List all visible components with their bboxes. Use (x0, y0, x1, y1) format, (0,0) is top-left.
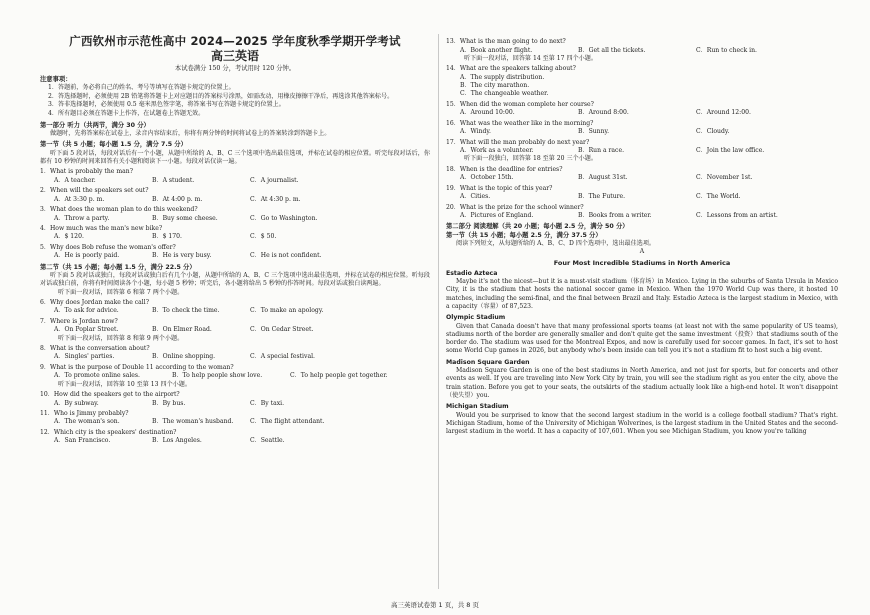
option-b[interactable]: B．Sunny. (578, 128, 610, 136)
option-b[interactable]: B．A student. (152, 176, 195, 184)
question-options (446, 109, 838, 117)
passage-letter: A (639, 248, 645, 256)
question-stem: 13．What is the man going to do next? (446, 38, 566, 46)
question-8 (40, 345, 430, 362)
question-options (446, 174, 838, 182)
note-item: 1．答题前，务必将自己的姓名、考号等填写在答题卡规定的位置上。 (48, 84, 235, 92)
part2-section1-heading: 第一节（共 15 小题；每小题 2.5 分，满分 37.5 分） (446, 231, 602, 239)
part1-intro: 做题时，先将答案标在试卷上，录音内容结束后，你将有两分钟的时间将试卷上的答案转涂到答题卡上。 (50, 129, 331, 137)
option-a[interactable]: A．Windy. (460, 128, 491, 136)
column-divider (438, 34, 439, 589)
question-stem: 11．Who is Jimmy probably? (40, 410, 129, 418)
exam-title: 广西钦州市示范性高中 2024—2025 学年度秋季学期开学考试 (69, 34, 401, 48)
exam-subtitle: 高三英语 (210, 49, 259, 63)
question-stem: 19．What is the topic of this year? (446, 184, 553, 192)
question-stem: 16．What was the weather like in the morning? (446, 119, 594, 127)
question-options (446, 212, 838, 220)
page-footer: 高三英语试卷第 1 页，共 8 页 (390, 601, 480, 609)
option-c[interactable]: C．At 4:30 p. m. (250, 195, 301, 203)
question-20 (446, 204, 838, 221)
option-c[interactable]: C．The World. (696, 193, 741, 201)
notes-heading: 注意事项： (40, 76, 72, 83)
stadium-heading: Olympic Stadium (446, 314, 506, 322)
question-3 (40, 206, 430, 223)
passage-title: Four Most Incredible Stadiums in North America (553, 258, 731, 267)
option-c[interactable]: C．Cloudy. (696, 128, 730, 136)
left-column (40, 0, 430, 593)
option-b[interactable]: B．Books from a writer. (578, 212, 652, 220)
question-4 (40, 225, 430, 242)
question-stem: 5．Why does Bob refuse the woman's offer? (40, 244, 176, 252)
listening-instruction: 听下面一段独白，回答第 18 至第 20 三个小题。 (464, 155, 597, 163)
option-c[interactable]: C．The changeable weather. (460, 90, 549, 98)
question-options (40, 326, 430, 334)
option-a[interactable]: A．Throw a party. (54, 214, 110, 222)
question-stem: 3．What does the woman plan to do this weekend? (40, 206, 198, 214)
question-stem: 7．Where is Jordan now? (40, 317, 118, 325)
question-options (40, 233, 430, 241)
question-options (446, 74, 838, 99)
option-a[interactable]: A．Work as a volunteer. (460, 147, 534, 155)
question-options (446, 47, 838, 55)
question-9 (40, 364, 430, 381)
part2-heading: 第二部分 阅读理解（共 20 小题；每小题 2.5 分，满分 50 分） (446, 223, 629, 231)
question-options (40, 400, 430, 408)
option-b[interactable]: B．To check the time. (152, 307, 220, 315)
question-options (40, 196, 430, 204)
question-1 (40, 168, 430, 185)
note-item: 2．答选择题时，必须使用 2B 铅笔将答题卡上对应题目的答案标号涂黑，如需改动，用橡皮擦擦干净后，再选涂其他答案标号。 (48, 92, 394, 100)
right-column (446, 0, 838, 593)
question-group-2 (40, 289, 430, 446)
option-c[interactable]: C．Seattle. (250, 437, 285, 445)
question-15 (446, 101, 838, 118)
listening-instruction: 听下面一段对话，回答第 10 至第 13 四个小题。 (58, 380, 191, 388)
option-b[interactable]: B．On Elmer Road. (152, 326, 212, 334)
option-c[interactable]: C．November 1st. (696, 174, 753, 182)
option-a[interactable]: A．A teacher. (54, 176, 96, 184)
question-12 (40, 429, 430, 446)
option-c[interactable]: C．Join the law office. (696, 147, 765, 155)
stadium-paragraph: Would you be surprised to know that the second largest stadium in the world is a college football stadium? That's right. Michigan Stadium, home of the University of Michigan Wolverines, is the largest stadium in the United States and the second-largest stadium in the world. It has a capacity of 107,601. When you see Michigan Stadium, you know you're talking (446, 411, 838, 436)
question-13 (446, 38, 838, 55)
option-c[interactable]: C．Go to Washington. (250, 214, 318, 222)
question-stem: 9．What is the purpose of Double 11 according to the woman? (40, 364, 234, 372)
notes-list (40, 84, 430, 118)
question-stem: 2．When will the speakers set out? (40, 187, 149, 195)
option-c[interactable]: C．A journalist. (250, 176, 299, 184)
option-b[interactable]: B．The city marathon. (460, 82, 530, 90)
option-a[interactable]: A．Singles' parties. (54, 353, 115, 361)
option-c[interactable]: C．To help people get together. (290, 372, 388, 380)
question-16 (446, 120, 838, 137)
option-c[interactable]: C．He is not confident. (250, 252, 322, 260)
option-a[interactable]: A．The supply distribution. (460, 73, 545, 81)
note-item: 4．所有题目必须在答题卡上作答，在试题卷上答题无效。 (48, 110, 205, 118)
option-a[interactable]: A．San Francisco. (54, 437, 111, 445)
question-2 (40, 187, 430, 204)
question-stem: 8．What is the conversation about? (40, 345, 150, 353)
stadium-heading: Michigan Stadium (446, 403, 509, 411)
question-10 (40, 391, 430, 408)
stadium-heading: Estadio Azteca (446, 269, 498, 277)
listening-instruction: 听下面一段对话，回答第 8 和第 9 两个小题。 (58, 334, 184, 342)
stadium-paragraph: Maybe it's not the nicest—but it is a must-visit stadium（体育场）in Mexico. Lying in the suburbs of Santa Ursula in Mexico City, it is the stadium that hosts the national soccer game in Mexico. When the 1970 World Cup was there, it hosted 10 matches, including the semi-final, and the final between Brazil and Italy. Estadio Azteca is the largest stadium in Mexico, with a capacity（容量）of 87,523. (446, 278, 838, 310)
option-b[interactable]: B．Get all the tickets. (578, 46, 646, 54)
question-stem: 4．How much was the man's new bike? (40, 225, 163, 233)
option-a[interactable]: A．On Poplar Street. (54, 326, 119, 334)
option-a[interactable]: A．Pictures of England. (460, 212, 534, 220)
question-stem: 14．What are the speakers talking about? (446, 65, 576, 73)
listening-instruction: 听下面一段对话，回答第 14 至第 17 四个小题。 (464, 54, 597, 62)
question-options (40, 252, 430, 260)
option-c[interactable]: C．By taxi. (250, 399, 285, 407)
question-14 (446, 65, 838, 98)
option-c[interactable]: C．A special festival. (250, 353, 315, 361)
option-b[interactable]: B．$ 170. (152, 233, 182, 241)
option-a[interactable]: A．To promote online sales. (54, 372, 140, 380)
stadium-heading: Madison Square Garden (446, 358, 530, 366)
question-stem: 1．What is probably the man? (40, 168, 133, 176)
question-17 (446, 139, 838, 156)
question-7 (40, 318, 430, 335)
question-options (446, 128, 838, 136)
question-options (40, 307, 430, 315)
question-options (40, 215, 430, 223)
listening-instruction: 听下面一段对话，回答第 6 和第 7 两个小题。 (58, 288, 184, 296)
question-5 (40, 244, 430, 261)
option-a[interactable]: A．To ask for advice. (54, 307, 119, 315)
option-c[interactable]: C．$ 50. (250, 233, 277, 241)
option-b[interactable]: B．Run a race. (578, 147, 625, 155)
option-b[interactable]: B．Around 8:00. (578, 109, 629, 117)
option-b[interactable]: B．Buy some cheese. (152, 214, 218, 222)
option-c[interactable]: C．On Cedar Street. (250, 326, 314, 334)
part1-section2-intro: 听下面 5 段对话或独白，每段对话或独白后有几个小题，从题中所给的 A、B、C 三个选项中选出最佳选项，并标在试卷的相应位置。听每段对话或独白前，你将有时间阅读各个小题，每小题 5 秒钟；听完后，各小题将给出 5 秒钟的作答时间。每段对话或独白读两遍。 (40, 271, 430, 288)
question-6 (40, 299, 430, 316)
option-c[interactable]: C．Run to check in. (696, 46, 757, 54)
option-c[interactable]: C．The flight attendant. (250, 418, 325, 426)
option-a[interactable]: A．At 3:30 p. m. (54, 195, 105, 203)
option-b[interactable]: B．The woman's husband. (152, 418, 234, 426)
option-a[interactable]: A．October 15th. (460, 174, 514, 182)
option-a[interactable]: A．$ 120. (54, 233, 84, 241)
question-stem: 15．When did the woman complete her course? (446, 100, 594, 108)
question-stem: 12．Which city is the speakers' destination? (40, 429, 177, 437)
option-b[interactable]: B．August 31st. (578, 174, 628, 182)
question-stem: 6．Why does Jordan make the call? (40, 299, 149, 307)
question-group-1 (40, 168, 430, 260)
part1-heading: 第一部分 听力（共两节，满分 30 分） (40, 121, 150, 129)
option-b[interactable]: B．The Future. (578, 193, 626, 201)
option-a[interactable]: A．He is poorly paid. (54, 252, 120, 260)
option-b[interactable]: B．Online shopping. (152, 353, 216, 361)
note-item: 3．答非选择题时，必须使用 0.5 毫米黑色签字笔，将答案书写在答题卡规定的位置上。 (48, 101, 285, 109)
question-19 (446, 185, 838, 202)
option-a[interactable]: A．The woman's son. (54, 418, 120, 426)
question-stem: 17．What will the man probably do next year? (446, 138, 590, 146)
option-b[interactable]: B．At 4:00 p. m. (152, 195, 203, 203)
stadium-paragraph: Madison Square Garden is one of the best stadiums in North America, and not just for sports, but for concerts and other events as well. If you are traveling into New York City by train, you will see the stadium right as you enter the city, above the train station. Before you get to your seats, the outskirts of the stadium actually look like a high-end hotel. It won't disappoint（使失望）you. (446, 367, 838, 399)
question-18 (446, 166, 838, 183)
question-stem: 20．What is the prize for the school winner? (446, 203, 584, 211)
option-a[interactable]: A．Cities. (460, 193, 491, 201)
stadium-paragraph: Given that Canada doesn't have that many professional sports teams (at least not with the same popularity of US teams), stadiums north of the border are generally smaller and don't quite get the same investment（投资）that stadiums south of the border do. The stadium was used for the Montreal Expos, and now is carefully used for soccer games. In fact, it's set to host some World Cup games in 2026, but anybody who's been inside can tell you it's not a stadium fit to host such a big event. (446, 322, 838, 355)
option-b[interactable]: B．To help people show love. (172, 372, 263, 380)
option-b[interactable]: B．Los Angeles. (152, 437, 202, 445)
option-a[interactable]: A．By subway. (54, 399, 99, 407)
question-options (446, 193, 838, 201)
part1-section2-heading: 第二节（共 15 小题；每小题 1.5 分，满分 22.5 分） (40, 263, 196, 271)
question-options (40, 437, 430, 445)
part1-section1-intro: 听下面 5 段对话，每段对话后有一个小题，从题中所给的 A、B、C 三个选项中选出最佳选项，并标在试卷的相应位置。听完每段对话后，你都有 10 秒钟的时间来回答有关小题和阅读下一小题。每段对话仅读一遍。 (40, 149, 430, 165)
option-b[interactable]: B．By bus. (152, 399, 186, 407)
question-options (40, 177, 430, 185)
part1-section1-heading: 第一节（共 5 小题；每小题 1.5 分，满分 7.5 分） (40, 141, 187, 149)
option-a[interactable]: A．Around 10:00. (460, 109, 515, 117)
exam-meta: 本试卷满分 150 分，考试用时 120 分钟。 (174, 65, 296, 72)
question-options (40, 418, 430, 426)
part2-section1-intro: 阅读下列短文，从每题所给的 A、B、C、D 四个选项中，选出最佳选项。 (456, 239, 656, 247)
question-options (40, 353, 430, 361)
question-11 (40, 410, 430, 427)
option-c[interactable]: C．Lessons from an artist. (696, 212, 778, 220)
question-stem: 18．When is the deadline for entries? (446, 165, 563, 173)
option-c[interactable]: C．To make an apology. (250, 307, 324, 315)
option-b[interactable]: B．He is very busy. (152, 252, 212, 260)
option-a[interactable]: A．Book another flight. (460, 46, 533, 54)
option-c[interactable]: C．Around 12:00. (696, 109, 751, 117)
question-options (40, 372, 430, 380)
question-stem: 10．How did the speakers get to the airport? (40, 391, 180, 399)
